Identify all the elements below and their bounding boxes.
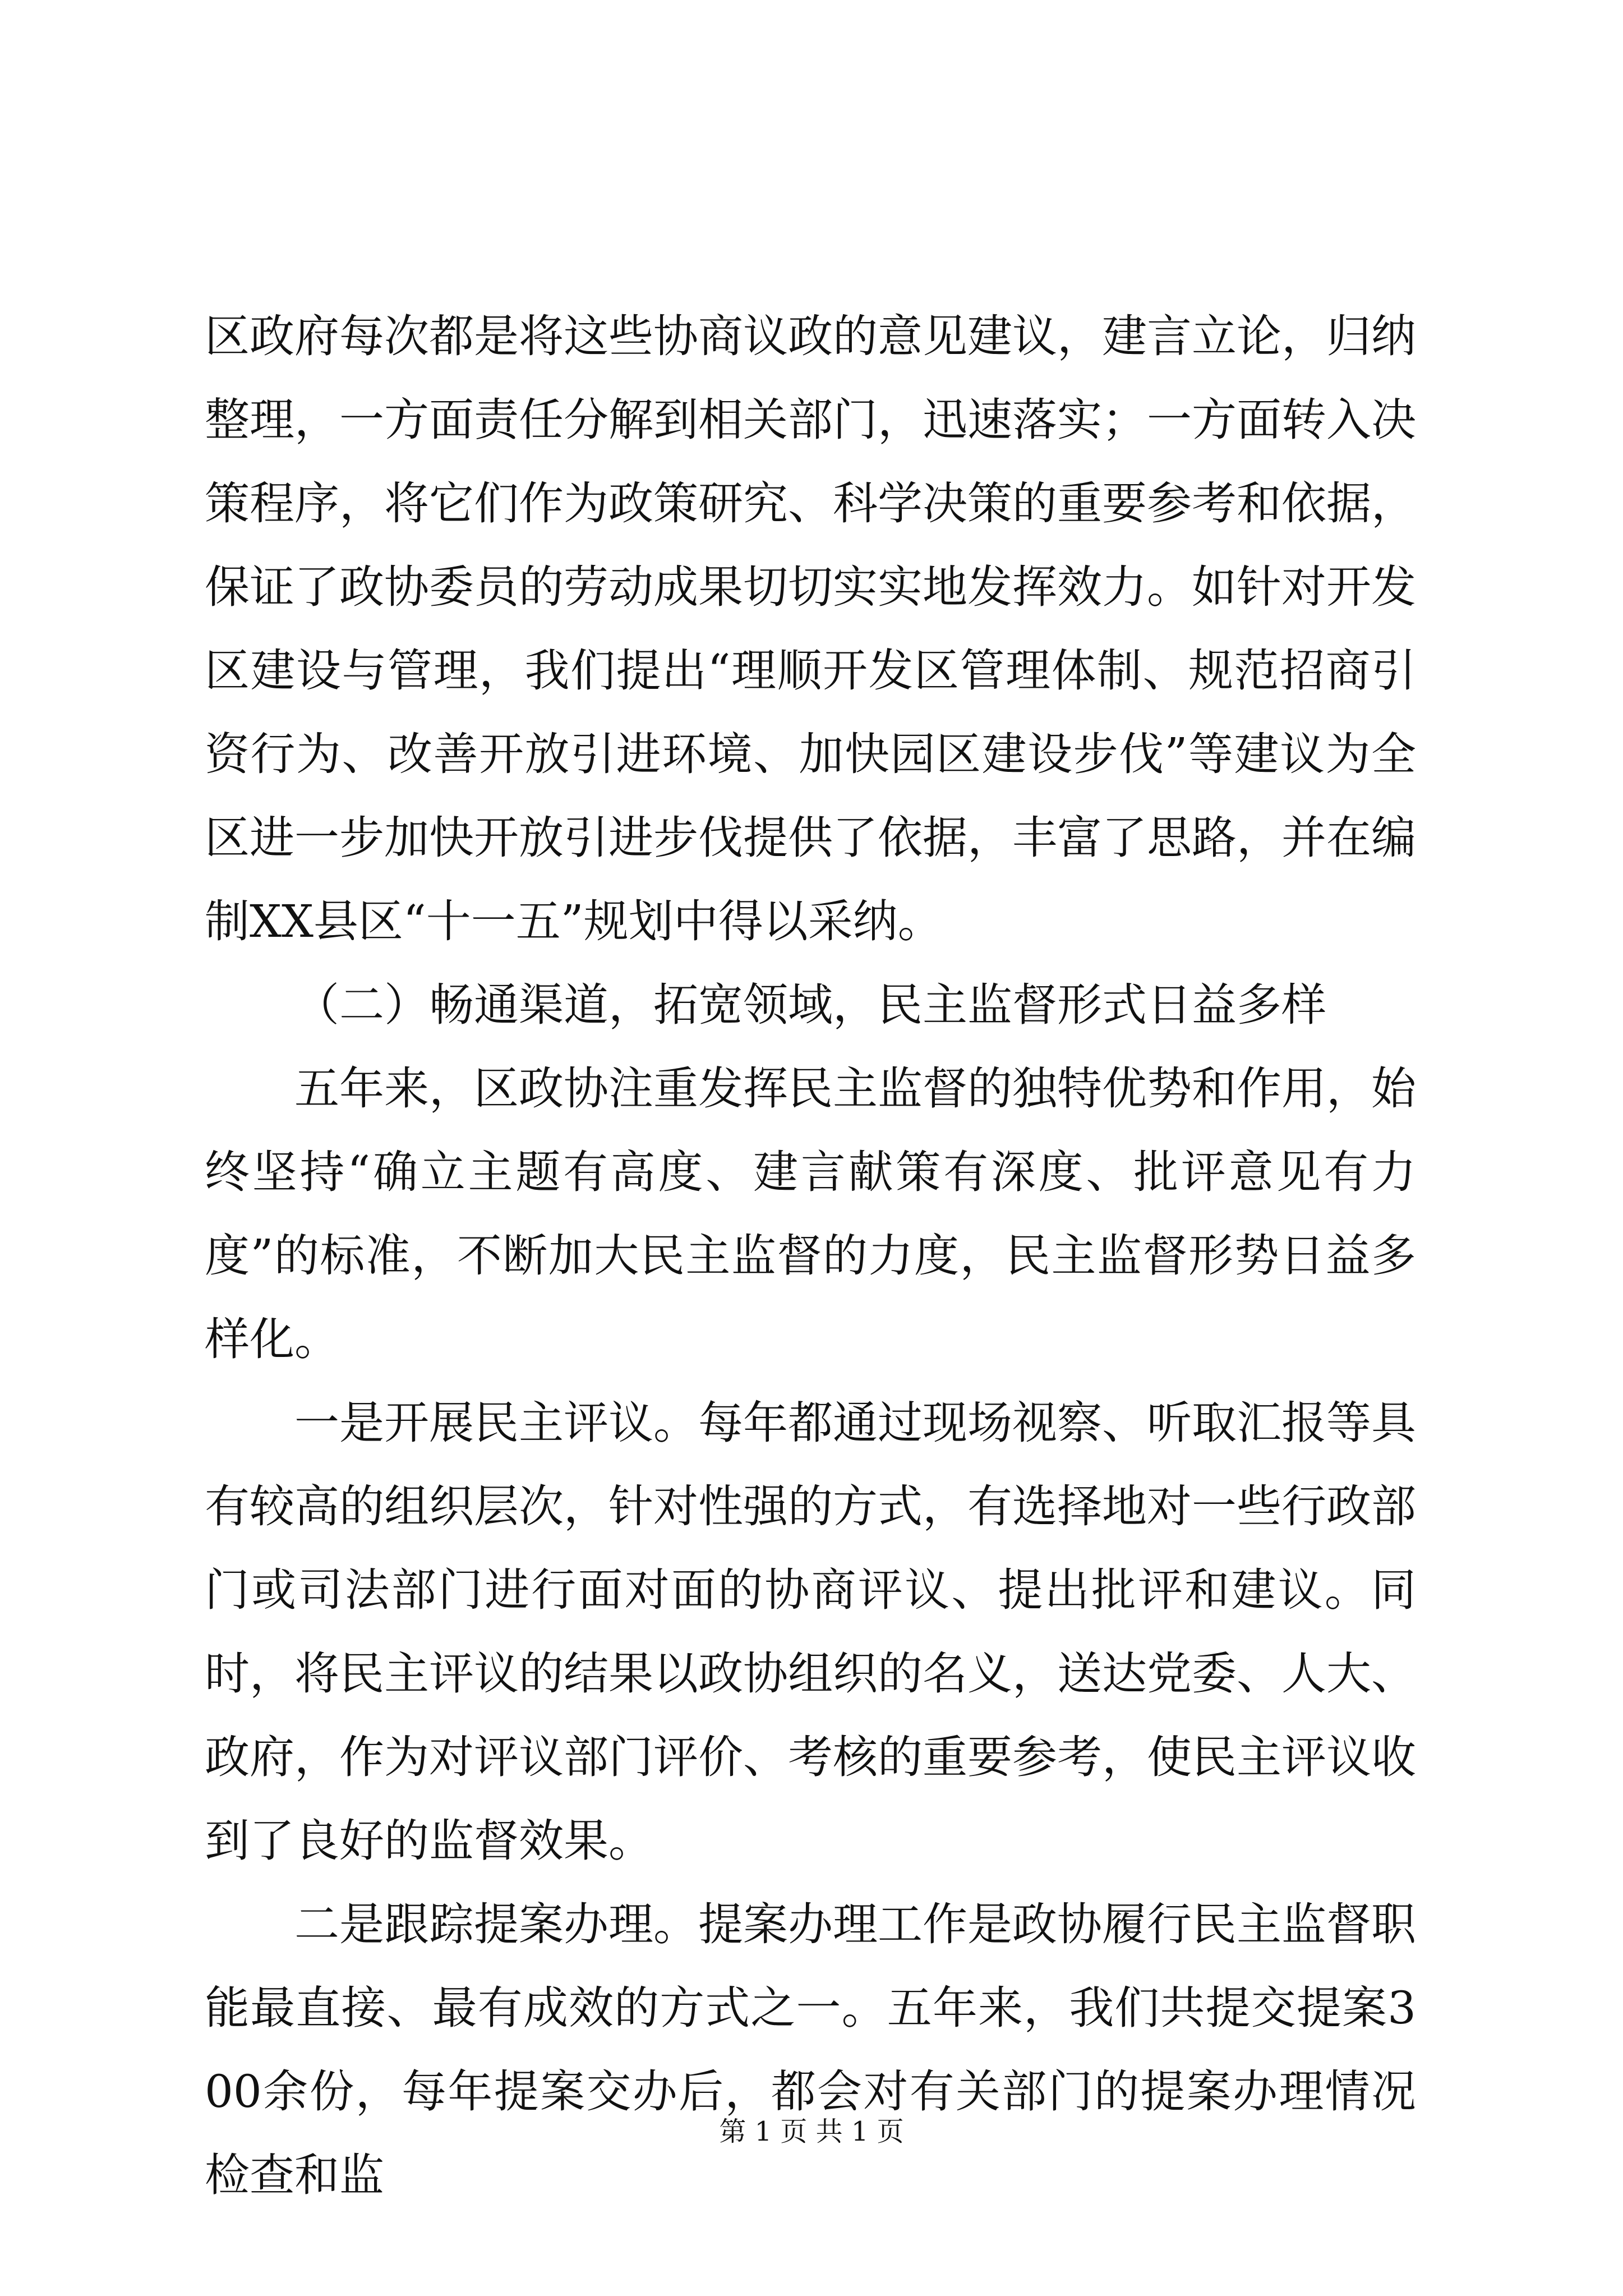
document-body [205,295,1416,2217]
paragraph-intro: 五年来，区政协注重发挥民主监督的独特优势和作用，始终坚持“确立主题有高度、建言献策有深度、批评意见有力度”的标准，不断加大民主监督的力度，民主监督形势日益多样化。 [205,1062,1416,1365]
page-number-footer: 第 1 页 共 1 页 [719,2116,904,2147]
paragraph-continuation: 区政府每次都是将这些协商议政的意见建议，建言立论，归纳整理，一方面责任分解到相关部门，迅速落实；一方面转入决策程序，将它们作为政策研究、科学决策的重要参考和依据，保证了政协委员的劳动成果切切实实地发挥效力。如针对开发区建设与管理，我们提出“理顺开发区管理体制、规范招商引资行为、改善开放引进环境、加快园区建设步伐”等建议为全区进一步加快开放引进步伐提供了依据，丰富了思路，并在编制XX县区“十一五”规划中得以采纳。 [205,310,1416,947]
section-heading: （二）畅通渠道，拓宽领域，民主监督形式日益多样 [294,979,1326,1031]
paragraph-proposal-tracking: 二是跟踪提案办理。提案办理工作是政协履行民主监督职能最直接、最有成效的方式之一。五年来，我们共提交提案300余份，每年提案交办后，都会对有关部门的提案办理情况检查和监 [205,1898,1416,2201]
paragraph-democratic-review: 一是开展民主评议。每年都通过现场视察、听取汇报等具有较高的组织层次，针对性强的方式，有选择地对一些行政部门或司法部门进行面对面的协商评议、提出批评和建议。同时，将民主评议的结果以政协组织的名义，送达党委、人大、政府，作为对评议部门评价、考核的重要参考，使民主评议收到了良好的监督效果。 [205,1397,1416,1867]
